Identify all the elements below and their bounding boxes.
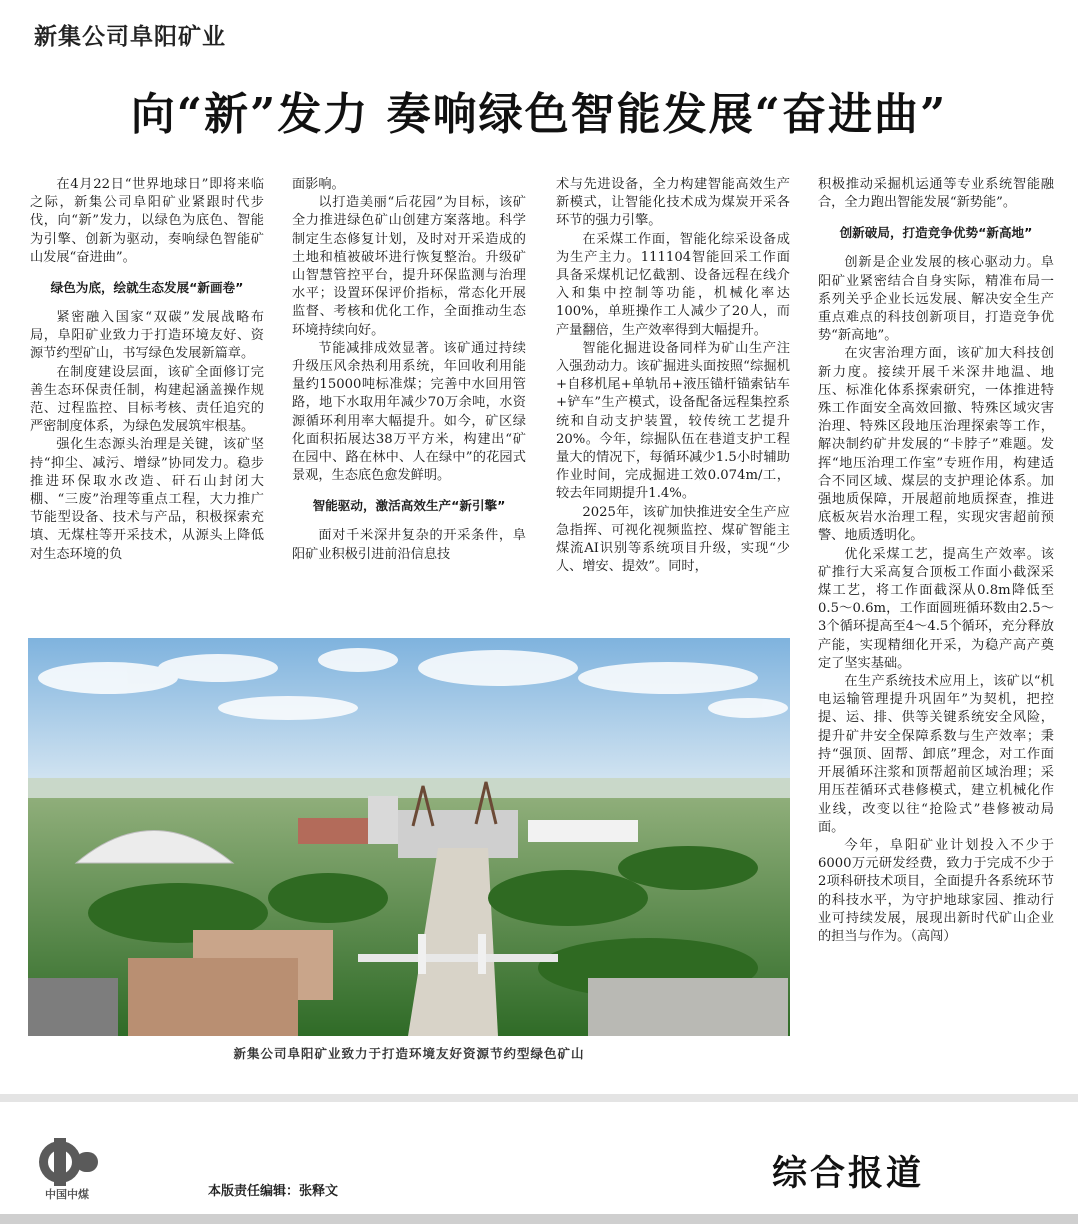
aerial-mine-photo: [28, 638, 790, 1036]
paragraph: 面影响。: [292, 177, 345, 192]
section-label: 新集公司阜阳矿业: [34, 24, 226, 50]
logo-text: 中国中煤: [45, 1188, 89, 1201]
subheading: 绿色为底，绘就生态发展“新画卷”: [50, 280, 244, 296]
paragraph: 优化采煤工艺，提高生产效率。该矿推行大采高复合顶板工作面小截深采煤工艺，将工作面截深从0.8m降低至0.5～0.6m，工作面圆班循环数由2.5～3个循环提高至4～4.5个循环，充分释放产能，实现精细化开采，为稳产高产奠定了坚实基础。: [818, 546, 1054, 671]
entrance-gate-pillar: [478, 934, 486, 974]
parking-lot: [588, 978, 788, 1036]
paragraph: 创新是企业发展的核心驱动力。阜阳矿业紧密结合自身实际，精准布局一系列关乎企业长远发展、解决安全生产重点难点的科技创新项目，打造竞争优势“新高地”。: [818, 255, 1054, 344]
paragraph: 面对千米深井复杂的开采条件，阜阳矿业积极引进前沿信息技: [292, 528, 526, 562]
paragraph: 积极推动采掘机运通等专业系统智能融合，全力跑出智能发展“新势能”。: [818, 177, 1054, 211]
subheading: 创新破局，打造竞争优势“新高地”: [839, 225, 1033, 241]
paragraph: 在制度建设层面，该矿全面修订完善生态环保责任制，构建起涵盖操作规范、过程监控、目标考核、责任追究的严密制度体系，为绿色发展筑牢根基。: [30, 364, 264, 435]
bottom-bar: [0, 1214, 1078, 1224]
entrance-gate-pillar: [418, 934, 426, 974]
page-divider: [0, 1094, 1078, 1102]
subheading: 智能驱动，激活高效生产“新引擎”: [312, 498, 506, 514]
paragraph: 强化生态源头治理是关键，该矿坚持“抑尘、减污、增绿”协同发力。稳步推进环保取水改造、矸石山封闭大棚、“三废”治理等重点工程，大力推广节能型设备、技术与产品，积极探索充填、无煤柱等开采技术，从源头上降低对生态环境的负: [30, 437, 264, 562]
paragraph: 在采煤工作面，智能化综采设备成为生产主力。111104智能回采工作面具备采煤机记忆截割、设备远程在线介入和集中控制等功能，机械化率达100%，单班操作工人减少了20人，而产量翻倍，生产效率得到大幅提升。: [556, 231, 790, 338]
paragraph: 在4月22日“世界地球日”即将来临之际，新集公司阜阳矿业紧跟时代步伐，向“新”发力，以绿色为底色、智能为引擎、创新为驱动，奏响绿色智能矿山发展“奋进曲”。: [30, 177, 264, 265]
article-column-1: [30, 176, 264, 564]
page-editor: 本版责任编辑：张释文: [208, 1184, 339, 1199]
paragraph: 术与先进设备，全力构建智能高效生产新模式，让智能化技术成为煤炭开采各环节的强力引擎。: [556, 177, 790, 229]
paragraph: 2025年，该矿加快推进安全生产应急指挥、可视化视频监控、煤矿智能主煤流AI识别等系统项目升级，实现“少人、增安、提效”。同时，: [556, 504, 790, 575]
headline: 向“新”发力 奏响绿色智能发展“奋进曲”: [130, 89, 948, 140]
entrance-gate: [358, 954, 558, 962]
paragraph: 节能减排成效显著。该矿通过持续升级压风余热利用系统，年回收利用能量约15000吨标准煤；完善中水回用管路，地下水取用年减少70万余吨，水资源循环利用率大幅提升。如今，矿区绿化面积拓展达38万平方米，构建出“矿在园中、路在林中、人在绿中”的花园式景观，生态底色愈发鲜明。: [292, 340, 526, 484]
paragraph: 以打造美丽“后花园”为目标，该矿全力推进绿色矿山创建方案落地。科学制定生态修复计划，及时对开采造成的土地和植被破坏进行恢复整治。升级矿山智慧管控平台，提升环保监测与治理水平；设置环保评价指标，常态化开展监督、考核和优化工作，全面推动生态环境持续向好。: [292, 195, 526, 338]
paragraph: 在灾害治理方面，该矿加大科技创新力度。接续开展千米深井地温、地压、标准化体系探索研究，一体推进特殊工作面安全高效回撤、特殊区域灾害治理、特殊区段地压治理探索等工作，解决制约矿井发展的“卡脖子”难题。发挥“地压治理工作室”专班作用，构建适合不同区域、煤层的支护理论体系。加强地质保障，开展超前地质探查，推进底板灰岩水治理工程，实现灾害超前预警、地质透明化。: [818, 346, 1054, 544]
article-column-2: [292, 176, 526, 564]
paragraph: 智能化掘进设备同样为矿山生产注入强劲动力。该矿掘进头面按照“综掘机+自移机尾+单轨吊+液压锚杆锚索钻车+铲车”生产模式，设备配备远程集控系统和自动支护装置，较传统工艺提升20%。今年，综掘队伍在巷道支护工程量大的情况下，每循环减少1.5小时辅助作业时间，完成掘进工效0.074m/工，较去年同期提升1.4%。: [556, 340, 790, 502]
paragraph: 紧密融入国家“双碳”发展战略布局，阜阳矿业致力于打造环境友好、资源节约型矿山，书写绿色发展新篇章。: [30, 310, 264, 362]
paragraph: 今年，阜阳矿业计划投入不少于6000万元研发经费，致力于完成不少于2项科研技术项目，全面提升各系统环节的科技水平，为守护地球家园、推动行业可持续发展，展现出新时代矿山企业的担当与作为。（高闯）: [818, 837, 1054, 944]
plant-building: [368, 796, 398, 844]
plant-building: [298, 818, 368, 844]
sky: [28, 638, 790, 798]
plant-building: [528, 820, 638, 842]
page-section-name: 综合报道: [772, 1154, 925, 1194]
photo-caption: 新集公司阜阳矿业致力于打造环境友好资源节约型绿色矿山: [233, 1046, 585, 1061]
residential-block: [28, 978, 118, 1036]
article-column-3: [556, 176, 790, 576]
article-column-4: [818, 176, 1054, 946]
residential-block: [128, 958, 298, 1036]
paragraph: 在生产系统技术应用上，该矿以“机电运输管理提升巩固年”为契机，把控提、运、排、供等关键系统安全风险，提升矿井安全保障系数与生产效率；秉持“强顶、固帮、卸底”理念，对工作面开展循环注浆和顶帮超前区域治理；采用压茬循环式巷修模式，建立机械化作业线，改变以往“抢险式”巷修被动局面。: [818, 674, 1054, 835]
